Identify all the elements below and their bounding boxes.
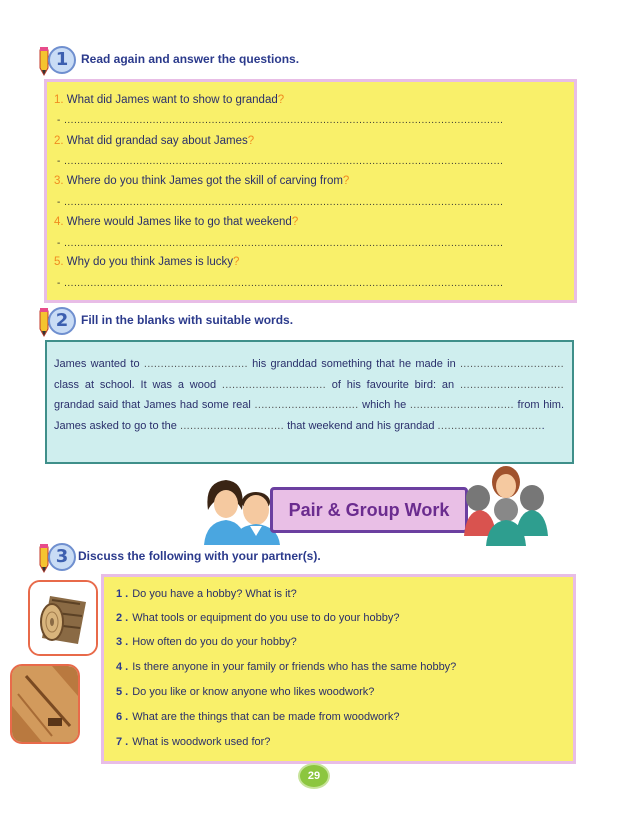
section-number: 1: [48, 46, 76, 74]
discussion-item: 1 . Do you have a hobby? What is it?: [116, 588, 297, 600]
answer-line[interactable]: - ......................................................................................................................................: [57, 156, 504, 166]
blank[interactable]: ...............................: [459, 358, 564, 370]
question-item: 3. Where do you think James got the skill of carving from?: [54, 175, 350, 187]
page-number-badge: 29: [298, 763, 330, 789]
pair-group-work-banner: Pair & Group Work: [270, 487, 468, 533]
woodwork-image: [10, 664, 80, 744]
section-instruction: Fill in the blanks with suitable words.: [81, 313, 294, 327]
question-item: 4. Where would James like to go that weekend?: [54, 216, 299, 228]
blank[interactable]: ...............................: [459, 378, 564, 391]
answer-line[interactable]: - ......................................................................................................................................: [57, 238, 504, 248]
discussion-item: 6 . What are the things that can be made from woodwork?: [116, 711, 400, 723]
discussion-item: 2 . What tools or equipment do you use to do your hobby?: [116, 612, 400, 624]
blank[interactable]: ...............................: [143, 358, 248, 370]
blank[interactable]: ...............................: [409, 399, 514, 411]
discussion-box: [101, 574, 576, 764]
section-number: 2: [48, 307, 76, 335]
question-item: 2. What did grandad say about James?: [54, 135, 255, 147]
blank[interactable]: ...............................: [254, 399, 359, 411]
discussion-item: 4 . Is there anyone in your family or friends who has the same hobby?: [116, 661, 457, 673]
answer-line[interactable]: - ......................................................................................................................................: [57, 115, 504, 125]
two-students-illustration: [200, 470, 280, 545]
group-illustration: [462, 464, 548, 546]
blank[interactable]: ...............................: [179, 419, 285, 432]
section-instruction: Discuss the following with your partner(s).: [78, 549, 321, 563]
discussion-item: 5 . Do you like or know anyone who likes woodwork?: [116, 686, 375, 698]
fill-blanks-box: [45, 340, 574, 464]
question-item: 5. Why do you think James is lucky?: [54, 256, 240, 268]
blank[interactable]: ...............................: [221, 378, 326, 391]
blank[interactable]: ...............................: [437, 419, 542, 432]
fill-blanks-paragraph: James wanted to ............................... his granddad something that he made in ............................... class at school. It was a wood ............................... of his favourite bird: an ............................... grandad said that James had some real ............................... which he ............................... from him. James asked to go to the ............................... that weekend and his grandad ................................: [54, 358, 564, 432]
discussion-item: 7 . What is woodwork used for?: [116, 736, 271, 748]
section-instruction: Read again and answer the questions.: [81, 52, 300, 66]
question-item: 1. What did James want to show to grandad?: [54, 94, 285, 106]
answer-line[interactable]: - ......................................................................................................................................: [57, 278, 504, 288]
log-image: [28, 580, 98, 656]
questions-box: [44, 79, 577, 303]
answer-line[interactable]: - ......................................................................................................................................: [57, 197, 504, 207]
section-number: 3: [48, 543, 76, 571]
discussion-item: 3 . How often do you do your hobby?: [116, 636, 297, 648]
